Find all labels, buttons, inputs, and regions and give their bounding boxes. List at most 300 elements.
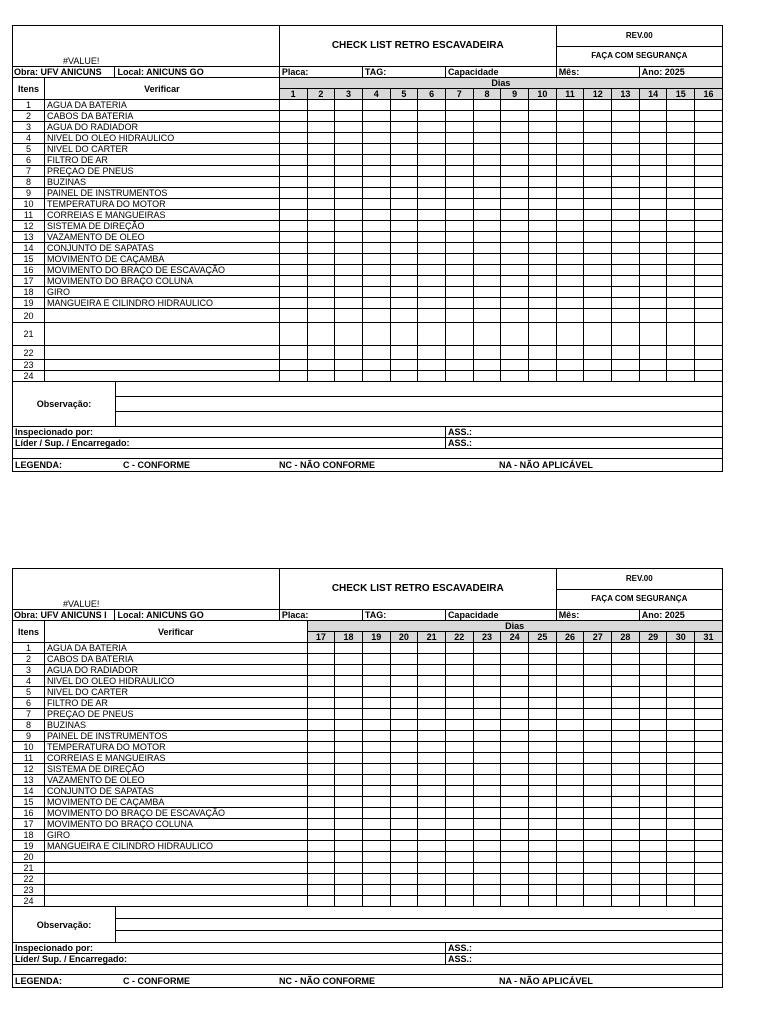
check-cell[interactable] [667,819,695,830]
check-cell[interactable] [390,155,418,166]
check-cell[interactable] [335,665,363,676]
check-cell[interactable] [390,122,418,133]
check-cell[interactable] [612,276,640,287]
check-cell[interactable] [639,122,667,133]
check-cell[interactable] [667,885,695,896]
check-cell[interactable] [529,687,557,698]
check-cell[interactable] [584,687,612,698]
check-cell[interactable] [335,346,363,360]
check-cell[interactable] [418,863,446,874]
check-cell[interactable] [695,687,723,698]
check-cell[interactable] [418,808,446,819]
check-cell[interactable] [612,199,640,210]
check-cell[interactable] [362,863,390,874]
check-cell[interactable] [362,133,390,144]
check-cell[interactable] [695,885,723,896]
check-cell[interactable] [362,874,390,885]
check-cell[interactable] [390,775,418,786]
check-cell[interactable] [390,232,418,243]
check-cell[interactable] [473,830,501,841]
check-cell[interactable] [556,210,584,221]
check-cell[interactable] [362,852,390,863]
check-cell[interactable] [612,144,640,155]
check-cell[interactable] [418,665,446,676]
check-cell[interactable] [584,199,612,210]
check-cell[interactable] [390,309,418,323]
check-cell[interactable] [529,371,557,382]
check-cell[interactable] [556,819,584,830]
check-cell[interactable] [362,841,390,852]
check-cell[interactable] [390,885,418,896]
check-cell[interactable] [335,654,363,665]
check-cell[interactable] [529,885,557,896]
check-cell[interactable] [307,298,335,309]
observacao-line[interactable] [116,931,723,943]
check-cell[interactable] [473,298,501,309]
check-cell[interactable] [556,265,584,276]
check-cell[interactable] [612,287,640,298]
check-cell[interactable] [279,232,307,243]
check-cell[interactable] [695,221,723,232]
check-cell[interactable] [335,309,363,323]
check-cell[interactable] [639,874,667,885]
check-cell[interactable] [362,221,390,232]
check-cell[interactable] [584,742,612,753]
check-cell[interactable] [501,764,529,775]
check-cell[interactable] [556,276,584,287]
check-cell[interactable] [390,133,418,144]
check-cell[interactable] [418,221,446,232]
check-cell[interactable] [501,819,529,830]
check-cell[interactable] [529,764,557,775]
check-cell[interactable] [529,665,557,676]
check-cell[interactable] [584,874,612,885]
check-cell[interactable] [473,144,501,155]
check-cell[interactable] [445,841,473,852]
check-cell[interactable] [445,360,473,371]
check-cell[interactable] [445,199,473,210]
check-cell[interactable] [307,830,335,841]
check-cell[interactable] [335,885,363,896]
check-cell[interactable] [695,298,723,309]
check-cell[interactable] [667,287,695,298]
check-cell[interactable] [390,863,418,874]
check-cell[interactable] [390,221,418,232]
check-cell[interactable] [279,243,307,254]
check-cell[interactable] [612,346,640,360]
check-cell[interactable] [529,852,557,863]
check-cell[interactable] [529,830,557,841]
check-cell[interactable] [667,309,695,323]
check-cell[interactable] [418,346,446,360]
check-cell[interactable] [667,265,695,276]
check-cell[interactable] [335,166,363,177]
check-cell[interactable] [335,852,363,863]
check-cell[interactable] [556,221,584,232]
check-cell[interactable] [529,243,557,254]
check-cell[interactable] [335,265,363,276]
check-cell[interactable] [362,210,390,221]
check-cell[interactable] [307,841,335,852]
check-cell[interactable] [418,764,446,775]
observacao-line[interactable] [116,412,723,427]
check-cell[interactable] [418,698,446,709]
check-cell[interactable] [473,323,501,346]
check-cell[interactable] [695,786,723,797]
check-cell[interactable] [418,687,446,698]
check-cell[interactable] [362,775,390,786]
check-cell[interactable] [418,709,446,720]
check-cell[interactable] [335,276,363,287]
check-cell[interactable] [501,232,529,243]
check-cell[interactable] [612,808,640,819]
check-cell[interactable] [612,841,640,852]
check-cell[interactable] [612,687,640,698]
check-cell[interactable] [556,852,584,863]
check-cell[interactable] [529,323,557,346]
check-cell[interactable] [501,144,529,155]
check-cell[interactable] [279,309,307,323]
check-cell[interactable] [639,819,667,830]
check-cell[interactable] [279,155,307,166]
check-cell[interactable] [473,133,501,144]
check-cell[interactable] [390,852,418,863]
check-cell[interactable] [279,199,307,210]
check-cell[interactable] [473,643,501,654]
check-cell[interactable] [390,676,418,687]
check-cell[interactable] [445,654,473,665]
check-cell[interactable] [695,643,723,654]
check-cell[interactable] [445,122,473,133]
check-cell[interactable] [362,830,390,841]
check-cell[interactable] [584,265,612,276]
check-cell[interactable] [473,155,501,166]
check-cell[interactable] [695,122,723,133]
check-cell[interactable] [418,852,446,863]
check-cell[interactable] [556,742,584,753]
check-cell[interactable] [639,287,667,298]
check-cell[interactable] [529,797,557,808]
check-cell[interactable] [390,323,418,346]
check-cell[interactable] [390,841,418,852]
check-cell[interactable] [556,753,584,764]
check-cell[interactable] [473,177,501,188]
check-cell[interactable] [418,819,446,830]
check-cell[interactable] [335,830,363,841]
check-cell[interactable] [639,100,667,111]
check-cell[interactable] [390,764,418,775]
check-cell[interactable] [556,232,584,243]
check-cell[interactable] [667,797,695,808]
check-cell[interactable] [445,764,473,775]
check-cell[interactable] [695,254,723,265]
check-cell[interactable] [445,819,473,830]
check-cell[interactable] [612,133,640,144]
check-cell[interactable] [362,144,390,155]
check-cell[interactable] [362,676,390,687]
check-cell[interactable] [335,753,363,764]
check-cell[interactable] [612,709,640,720]
check-cell[interactable] [335,874,363,885]
check-cell[interactable] [612,122,640,133]
check-cell[interactable] [335,243,363,254]
check-cell[interactable] [501,709,529,720]
check-cell[interactable] [335,323,363,346]
check-cell[interactable] [390,276,418,287]
check-cell[interactable] [362,753,390,764]
check-cell[interactable] [639,687,667,698]
check-cell[interactable] [501,188,529,199]
check-cell[interactable] [501,265,529,276]
check-cell[interactable] [473,775,501,786]
check-cell[interactable] [584,346,612,360]
check-cell[interactable] [473,346,501,360]
check-cell[interactable] [473,896,501,907]
check-cell[interactable] [501,797,529,808]
check-cell[interactable] [584,254,612,265]
check-cell[interactable] [307,155,335,166]
check-cell[interactable] [501,100,529,111]
check-cell[interactable] [639,210,667,221]
check-cell[interactable] [584,371,612,382]
check-cell[interactable] [584,155,612,166]
check-cell[interactable] [445,720,473,731]
check-cell[interactable] [584,819,612,830]
check-cell[interactable] [695,309,723,323]
check-cell[interactable] [639,654,667,665]
check-cell[interactable] [445,676,473,687]
check-cell[interactable] [362,199,390,210]
check-cell[interactable] [418,133,446,144]
check-cell[interactable] [307,852,335,863]
check-cell[interactable] [667,122,695,133]
check-cell[interactable] [556,360,584,371]
check-cell[interactable] [556,698,584,709]
check-cell[interactable] [667,665,695,676]
check-cell[interactable] [307,687,335,698]
check-cell[interactable] [445,210,473,221]
check-cell[interactable] [612,764,640,775]
check-cell[interactable] [279,254,307,265]
check-cell[interactable] [695,177,723,188]
check-cell[interactable] [390,199,418,210]
check-cell[interactable] [667,896,695,907]
check-cell[interactable] [556,709,584,720]
check-cell[interactable] [390,654,418,665]
check-cell[interactable] [667,323,695,346]
check-cell[interactable] [667,243,695,254]
check-cell[interactable] [612,775,640,786]
check-cell[interactable] [390,797,418,808]
check-cell[interactable] [362,797,390,808]
check-cell[interactable] [307,265,335,276]
check-cell[interactable] [612,885,640,896]
check-cell[interactable] [529,709,557,720]
check-cell[interactable] [639,808,667,819]
check-cell[interactable] [639,797,667,808]
check-cell[interactable] [639,764,667,775]
check-cell[interactable] [529,199,557,210]
check-cell[interactable] [418,111,446,122]
check-cell[interactable] [362,885,390,896]
check-cell[interactable] [584,665,612,676]
check-cell[interactable] [418,786,446,797]
check-cell[interactable] [556,144,584,155]
check-cell[interactable] [390,742,418,753]
check-cell[interactable] [473,221,501,232]
check-cell[interactable] [667,155,695,166]
check-cell[interactable] [390,111,418,122]
check-cell[interactable] [390,177,418,188]
check-cell[interactable] [667,210,695,221]
check-cell[interactable] [639,753,667,764]
check-cell[interactable] [362,371,390,382]
check-cell[interactable] [584,210,612,221]
check-cell[interactable] [556,786,584,797]
check-cell[interactable] [335,698,363,709]
check-cell[interactable] [639,830,667,841]
check-cell[interactable] [307,287,335,298]
check-cell[interactable] [307,188,335,199]
check-cell[interactable] [501,199,529,210]
check-cell[interactable] [473,808,501,819]
check-cell[interactable] [556,133,584,144]
check-cell[interactable] [501,786,529,797]
check-cell[interactable] [612,720,640,731]
check-cell[interactable] [335,144,363,155]
check-cell[interactable] [556,243,584,254]
check-cell[interactable] [501,742,529,753]
check-cell[interactable] [307,100,335,111]
check-cell[interactable] [612,753,640,764]
check-cell[interactable] [473,111,501,122]
check-cell[interactable] [335,100,363,111]
check-cell[interactable] [695,665,723,676]
check-cell[interactable] [362,896,390,907]
check-cell[interactable] [556,309,584,323]
check-cell[interactable] [445,687,473,698]
check-cell[interactable] [445,797,473,808]
check-cell[interactable] [279,360,307,371]
check-cell[interactable] [556,298,584,309]
check-cell[interactable] [390,665,418,676]
check-cell[interactable] [529,654,557,665]
check-cell[interactable] [473,786,501,797]
check-cell[interactable] [639,346,667,360]
check-cell[interactable] [307,720,335,731]
check-cell[interactable] [390,720,418,731]
check-cell[interactable] [612,265,640,276]
check-cell[interactable] [473,720,501,731]
check-cell[interactable] [335,199,363,210]
check-cell[interactable] [501,874,529,885]
check-cell[interactable] [695,323,723,346]
check-cell[interactable] [556,155,584,166]
check-cell[interactable] [307,665,335,676]
check-cell[interactable] [529,155,557,166]
check-cell[interactable] [667,188,695,199]
check-cell[interactable] [612,819,640,830]
check-cell[interactable] [612,243,640,254]
check-cell[interactable] [695,287,723,298]
check-cell[interactable] [695,100,723,111]
check-cell[interactable] [362,654,390,665]
check-cell[interactable] [695,896,723,907]
check-cell[interactable] [418,896,446,907]
check-cell[interactable] [501,830,529,841]
check-cell[interactable] [362,323,390,346]
check-cell[interactable] [362,643,390,654]
check-cell[interactable] [695,360,723,371]
check-cell[interactable] [445,254,473,265]
check-cell[interactable] [501,133,529,144]
check-cell[interactable] [612,654,640,665]
check-cell[interactable] [695,808,723,819]
check-cell[interactable] [307,808,335,819]
check-cell[interactable] [667,753,695,764]
check-cell[interactable] [667,863,695,874]
check-cell[interactable] [307,309,335,323]
check-cell[interactable] [612,797,640,808]
check-cell[interactable] [445,346,473,360]
check-cell[interactable] [639,720,667,731]
check-cell[interactable] [639,155,667,166]
check-cell[interactable] [445,276,473,287]
check-cell[interactable] [695,742,723,753]
check-cell[interactable] [473,360,501,371]
check-cell[interactable] [390,166,418,177]
check-cell[interactable] [362,742,390,753]
check-cell[interactable] [584,720,612,731]
check-cell[interactable] [418,360,446,371]
check-cell[interactable] [445,830,473,841]
check-cell[interactable] [335,731,363,742]
check-cell[interactable] [335,287,363,298]
check-cell[interactable] [501,852,529,863]
check-cell[interactable] [445,863,473,874]
check-cell[interactable] [335,841,363,852]
check-cell[interactable] [390,100,418,111]
check-cell[interactable] [695,265,723,276]
check-cell[interactable] [556,166,584,177]
check-cell[interactable] [584,841,612,852]
check-cell[interactable] [390,709,418,720]
check-cell[interactable] [307,643,335,654]
check-cell[interactable] [667,100,695,111]
check-cell[interactable] [612,188,640,199]
check-cell[interactable] [307,243,335,254]
check-cell[interactable] [529,808,557,819]
check-cell[interactable] [529,360,557,371]
check-cell[interactable] [639,309,667,323]
check-cell[interactable] [556,841,584,852]
check-cell[interactable] [556,808,584,819]
check-cell[interactable] [418,775,446,786]
check-cell[interactable] [362,764,390,775]
check-cell[interactable] [639,643,667,654]
check-cell[interactable] [390,874,418,885]
check-cell[interactable] [279,210,307,221]
check-cell[interactable] [418,731,446,742]
check-cell[interactable] [501,643,529,654]
check-cell[interactable] [390,830,418,841]
check-cell[interactable] [639,852,667,863]
check-cell[interactable] [695,346,723,360]
check-cell[interactable] [695,166,723,177]
check-cell[interactable] [529,346,557,360]
check-cell[interactable] [307,874,335,885]
check-cell[interactable] [584,808,612,819]
